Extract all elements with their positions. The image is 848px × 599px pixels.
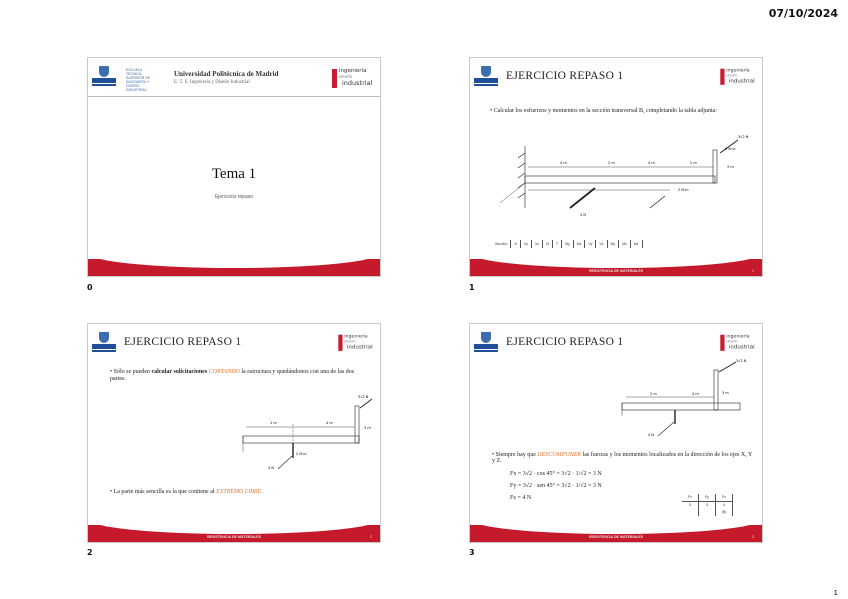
slide-subtitle: Ejercicios repaso [214, 194, 254, 200]
school-name: E. T. S. Ingeniería y Diseño Industrial [174, 80, 250, 85]
dim-label: 2 m [650, 392, 657, 396]
force-arrow [570, 188, 595, 208]
torque-label: 2 N·m [678, 188, 689, 192]
slide-2[interactable] [87, 323, 381, 543]
force-label: 4 N [268, 466, 274, 470]
dim-label: 2 m [690, 161, 697, 165]
dim-label: 4 m [560, 161, 567, 165]
beam [525, 176, 715, 183]
slide-title: EJERCICIO REPASO 1 [124, 336, 242, 348]
footer-subject: RESISTENCIA DE MATERIALES [588, 269, 644, 273]
slide-1[interactable] [469, 57, 763, 277]
slide-number: 0 [87, 283, 93, 292]
bullet-text: • Siempre hay que DESCOMPONER las fuerzas y los momentos localizados en la dirección de los ejes X, Y y Z. [492, 452, 753, 464]
slide-title: Tema 1 [211, 166, 257, 182]
dim-label: 3 m [364, 426, 371, 430]
load-label: 3√2 N [358, 395, 369, 399]
footer-page: 2 [370, 535, 372, 539]
ingenieria-industrial-logo: ingeniería diseño industrial [330, 67, 374, 91]
column [355, 406, 359, 443]
column [714, 370, 718, 410]
footer-subject: RESISTENCIA DE MATERIALES [206, 535, 262, 539]
load-label: 3√2 N [736, 359, 747, 363]
section-table: Sección N Vy Vz M T My Mz Vy Vz My Mz Mz [492, 240, 643, 248]
force-label: 4 N [580, 213, 586, 217]
moment-label: 5 N·m [725, 147, 736, 151]
university-name: Universidad Politécnica de Madrid [174, 70, 279, 78]
load-label: 3√2 N [738, 135, 749, 139]
structure-diagram [88, 324, 381, 543]
equation-fx: Fx = 3√2 · cos 45° = 3√2 · 1/√2 = 3 N [510, 471, 602, 477]
beam [243, 436, 359, 443]
dim-label: 2 m [270, 421, 277, 425]
upm-logo [92, 66, 116, 88]
dim-label: 4 m [692, 392, 699, 396]
footer-page: 1 [752, 269, 754, 273]
dim-label: 3 m [727, 165, 734, 169]
beam [622, 403, 740, 410]
bullet-text: • Calcular los esfuerzos y momentos en la sección transversal B, completando la tabla adjunta: [490, 108, 717, 114]
dim-label: 2 m [608, 161, 615, 165]
bullet-1: • Sólo se pueden calcular solicitaciones CORTANDO la estructura y quedándonos con una de las dos partes. [110, 369, 355, 382]
footer-subject: RESISTENCIA DE MATERIALES [588, 535, 644, 539]
torque-label: 2 N·m [296, 452, 307, 456]
ingenieria-industrial-logo: ingeniería diseño industrial [337, 333, 374, 353]
slide-0[interactable] [87, 57, 381, 277]
equation-fy: Fy = 3√2 · sen 45° = 3√2 · 1/√2 = 3 N [510, 483, 602, 489]
slide-number: 3 [469, 548, 475, 557]
header-rule [88, 96, 380, 97]
print-date: 07/10/2024 [768, 7, 838, 20]
slide-title: EJERCICIO REPASO 1 [506, 336, 624, 348]
force-label: 4 N [648, 433, 654, 437]
slide-number: 2 [87, 548, 93, 557]
bullet-2: • La parte más sencilla es la que contiene al EXTREMO LIBRE. [110, 489, 263, 495]
ingenieria-industrial-logo: ingeniería diseño industrial [719, 67, 756, 87]
equation-fz: Fz = 4 N [510, 495, 532, 501]
slide-3[interactable] [469, 323, 763, 543]
ingenieria-industrial-logo: ingeniería diseño industrial [719, 333, 756, 353]
slide-title: EJERCICIO REPASO 1 [506, 70, 624, 82]
footer-page: 3 [752, 535, 754, 539]
force-table: Fx Fy Fz 3 3 4 (N) [682, 494, 733, 516]
dim-label: 3 m [722, 391, 729, 395]
dim-label: 4 m [326, 421, 333, 425]
upm-logo-text: ESCUELA TÉCNICA SUPERIOR DE INGENIERÍA Y DISEÑO INDUSTRIAL [126, 68, 151, 92]
dim-label: 4 m [648, 161, 655, 165]
page-number: 1 [833, 589, 838, 597]
slide-number: 1 [469, 283, 475, 292]
